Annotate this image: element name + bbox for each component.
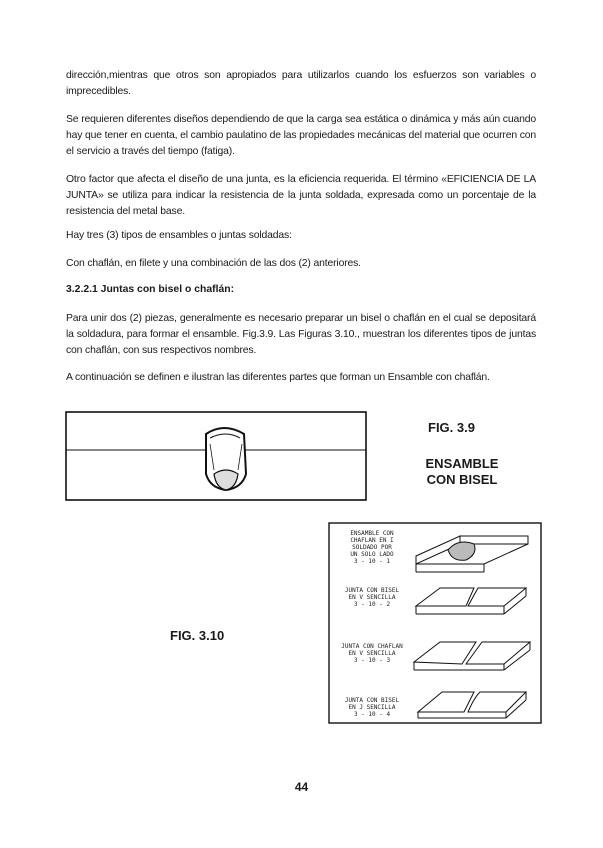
joint-2-line1: JUNTA CON BISEL	[344, 587, 400, 594]
page-number: 44	[294, 780, 309, 794]
paragraph-1: dirección,mientras que otros son apropiados para utilizarlos cuando los esfuerzos son variables o imprecedibles.	[66, 70, 536, 97]
joint-3-line1: JUNTA CON CHAFLAN	[341, 643, 403, 650]
joint-1-code: 3 - 10 - 1	[353, 558, 391, 565]
figure-3-9-drawing	[64, 404, 374, 514]
figure-3-10-drawing	[328, 522, 542, 724]
paragraph-3: Otro factor que afecta el diseño de una junta, es la eficiencia requerida. El término «EFICIENCIA DE LA JUNTA» se utiliza para indicar la resistencia de la junta soldada, expresada como un porcentaje de la resistencia del metal base.	[66, 174, 536, 217]
figure-3-10-label: FIG. 3.10	[170, 628, 225, 643]
paragraph-2: Se requieren diferentes diseños dependiendo de que la carga sea estática o dinámica y más aún cuando hay que tener en cuenta, el cambio paulatino de las propiedades mecánicas del material que ocurren con el servicio a través del tiempo (fatiga).	[66, 114, 536, 157]
joint-1-line4: UN SOLO LADO	[350, 551, 394, 558]
joint-1-line2: CHAFLAN EN I	[350, 537, 394, 544]
joint-2-code: 3 - 10 - 2	[353, 601, 391, 608]
paragraph-4: Hay tres (3) tipos de ensambles o juntas soldadas:	[66, 230, 292, 241]
joint-3-line2: EN V SENCILLA	[348, 650, 396, 657]
paragraph-5: Con chaflán, en filete y una combinación de las dos (2) anteriores.	[66, 258, 361, 269]
joint-1-line3: SOLDADO POR	[352, 544, 392, 551]
joint-1-line1: ENSAMBLE CON	[350, 530, 394, 537]
paragraph-7: A continuación se definen e ilustran las diferentes partes que forman un Ensamble con chaflán.	[66, 372, 490, 383]
figure-3-9-caption-line1: ENSAMBLE	[425, 456, 499, 471]
figure-3-9-label: FIG. 3.9	[428, 420, 475, 435]
section-heading: 3.2.2.1 Juntas con bisel o chaflán:	[66, 284, 235, 295]
joint-4-code: 3 - 10 - 4	[353, 711, 391, 718]
paragraph-6: Para unir dos (2) piezas, generalmente es necesario preparar un bisel o chaflán en el cual se depositará la soldadura, para formar el ensamble. Fig.3.9. Las Figuras 3.10., muestran los diferentes tipos de juntas con chaflán, con sus respectivos nombres.	[66, 313, 536, 356]
joint-3-code: 3 - 10 - 3	[353, 657, 391, 664]
joint-4-line2: EN J SENCILLA	[348, 704, 396, 711]
joint-4-line1: JUNTA CON BISEL	[344, 697, 400, 704]
joint-2-line2: EN V SENCILLA	[348, 594, 396, 601]
figure-3-9-caption-line2: CON BISEL	[426, 472, 498, 487]
